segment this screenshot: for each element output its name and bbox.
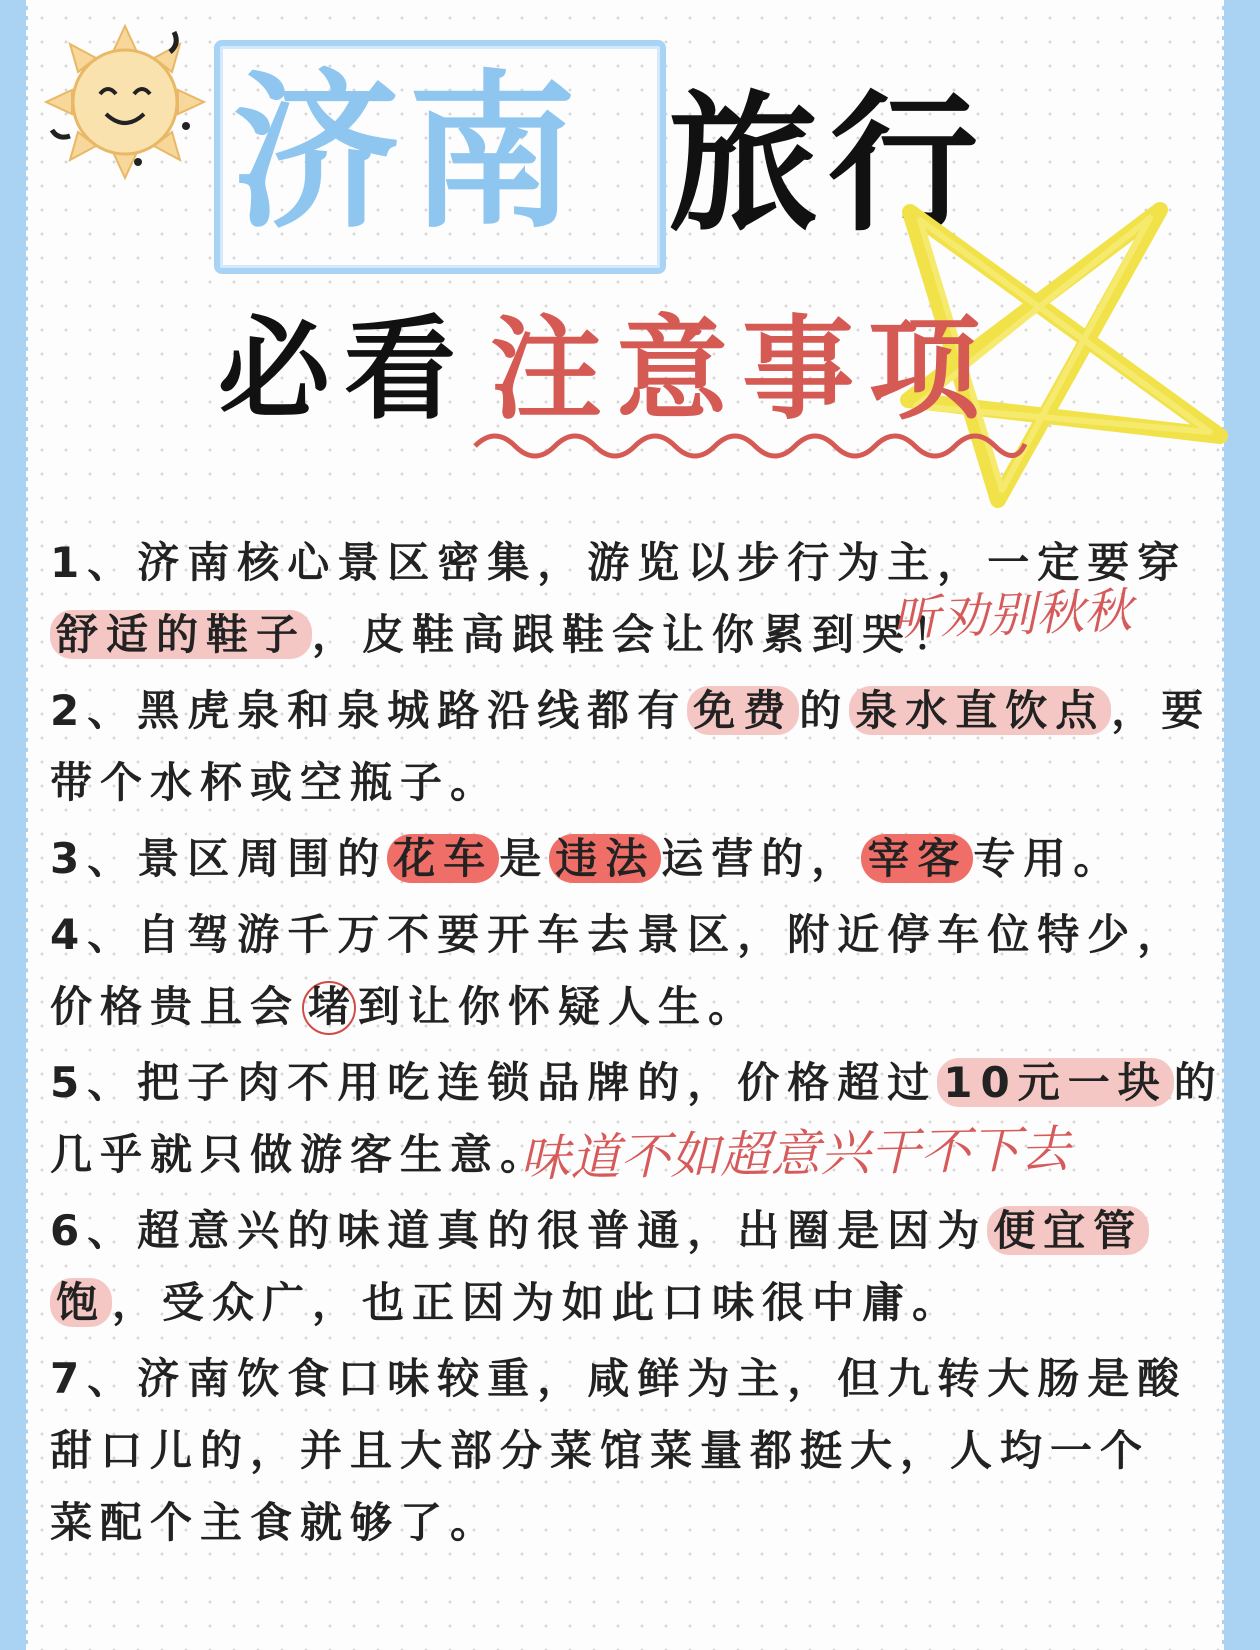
item-text: 带个水杯或空瓶子。 bbox=[50, 758, 501, 807]
item-text: 济南核心景区密集，游览以步行为主，一定要穿 bbox=[137, 538, 1188, 587]
item-text: 是 bbox=[499, 834, 550, 883]
list-item bbox=[50, 1048, 1224, 1118]
sun-icon bbox=[40, 22, 210, 182]
item-text: 专用。 bbox=[973, 834, 1124, 883]
list-item-continued bbox=[50, 1120, 550, 1190]
highlight: 泉水直饮点 bbox=[849, 686, 1111, 735]
list-item-continued bbox=[50, 972, 758, 1042]
wavy-underline bbox=[470, 426, 1030, 466]
item-text: 的 bbox=[1173, 1058, 1224, 1107]
list-item-continued bbox=[50, 1488, 500, 1558]
item-text: 的 bbox=[799, 686, 850, 735]
item-text: 自驾游千万不要开车去景区，附近停车位特少， bbox=[137, 910, 1188, 959]
item-text: 把子肉不用吃连锁品牌的，价格超过 bbox=[137, 1058, 938, 1107]
item-text: 超意兴的味道真的很普通，出圈是因为 bbox=[137, 1206, 988, 1255]
list-item bbox=[50, 676, 1211, 746]
circled-character: 堵 bbox=[302, 981, 356, 1035]
item-text: 价格贵且会 bbox=[50, 982, 301, 1031]
item-text: 甜口儿的，并且大部分菜馆菜量都挺大，人均一个 bbox=[50, 1426, 1151, 1475]
subtitle-notes: 注意事项 bbox=[490, 305, 994, 435]
highlight-strong: 违法 bbox=[549, 834, 661, 883]
highlight: 舒适的鞋子 bbox=[50, 610, 312, 659]
title-city: 济南 bbox=[232, 55, 584, 251]
list-item bbox=[50, 900, 1187, 970]
highlight: 免费 bbox=[687, 686, 799, 735]
item-number: 4、 bbox=[50, 910, 138, 959]
item-text: ，受众广，也正因为如此口味很中庸。 bbox=[112, 1278, 963, 1327]
highlight: 10元一块 bbox=[937, 1058, 1173, 1107]
item-text: 到让你怀疑人生。 bbox=[358, 982, 759, 1031]
subtitle-must-see: 必看 bbox=[218, 305, 470, 435]
item-text: 几乎就只做游客生意。 bbox=[50, 1130, 551, 1179]
item-text: 黑虎泉和泉城路沿线都有 bbox=[137, 686, 688, 735]
item-number: 5、 bbox=[50, 1058, 138, 1107]
item-number: 7、 bbox=[50, 1354, 138, 1403]
item-text: ，皮鞋高跟鞋会让你累到哭！ bbox=[312, 610, 963, 659]
item-text: 济南饮食口味较重，咸鲜为主，但九转大肠是酸 bbox=[137, 1354, 1188, 1403]
highlight: 便宜管 bbox=[987, 1206, 1149, 1255]
highlight: 饱 bbox=[50, 1278, 112, 1327]
item-text: 菜配个主食就够了。 bbox=[50, 1498, 501, 1547]
list-item-continued bbox=[50, 748, 500, 818]
list-item-continued bbox=[50, 1416, 1150, 1486]
item-number: 6、 bbox=[50, 1206, 138, 1255]
list-item bbox=[50, 1196, 1149, 1266]
item-text: 景区周围的 bbox=[137, 834, 388, 883]
title-travel: 旅行 bbox=[668, 78, 989, 252]
list-item bbox=[50, 824, 1123, 894]
list-item-continued bbox=[50, 600, 962, 670]
item-number: 1、 bbox=[50, 538, 138, 587]
handwritten-note: 听劝别秋秋 bbox=[891, 582, 1134, 648]
highlight-strong: 宰客 bbox=[861, 834, 973, 883]
item-text: 运营的， bbox=[661, 834, 862, 883]
list-item bbox=[50, 1344, 1187, 1414]
item-number: 2、 bbox=[50, 686, 138, 735]
highlight-strong: 花车 bbox=[387, 834, 499, 883]
list-item-continued bbox=[50, 1268, 962, 1338]
item-number: 3、 bbox=[50, 834, 138, 883]
item-text: ，要 bbox=[1111, 686, 1212, 735]
left-border-strip bbox=[0, 0, 28, 1650]
handwritten-note: 味道不如超意兴干不下去 bbox=[519, 1120, 1071, 1188]
